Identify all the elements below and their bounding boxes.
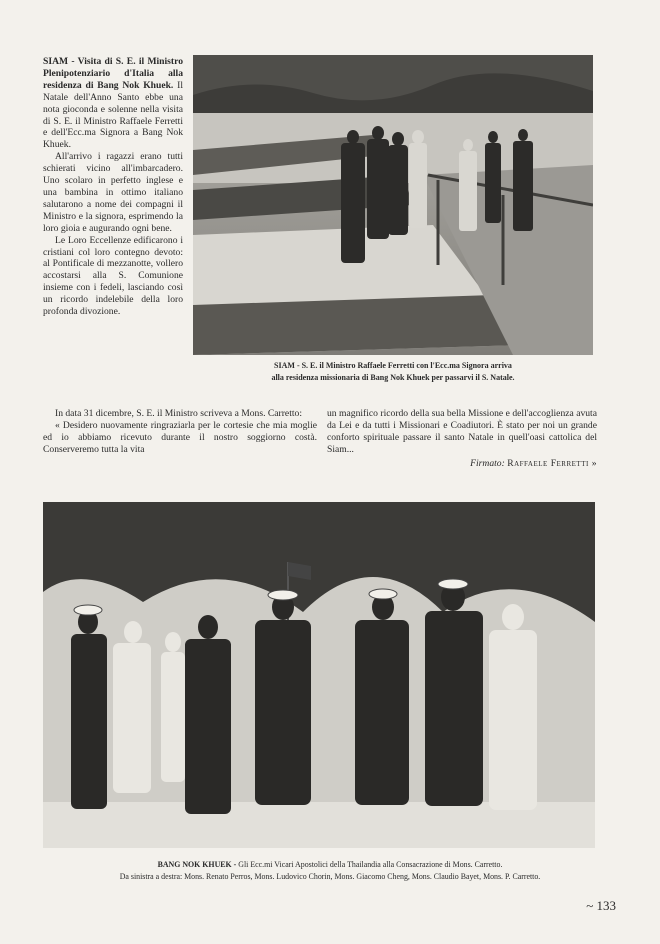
- article-para-2: All'arrivo i ragazzi erano tutti schierati vicino all'imbarcadero. Uno scolaro in perfetto inglese e una bambina in ottimo italiano salutarono a nome dei compagni il Ministro e la signora, esprimendo la loro gioia e augurando ogni bene.: [43, 151, 183, 234]
- letter-intro: In data 31 dicembre, S. E. il Ministro scriveva a Mons. Carretto:: [55, 408, 302, 419]
- letter-right-column: [327, 408, 597, 470]
- article-para-1: Il Natale dell'Anno Santo ebbe una nota gioconda e solenne nella visita di S. E. il Ministro Raffaele Ferretti e dell'Ecc.ma Signora a Bang Nok Khuek.: [43, 79, 183, 151]
- group-caption-line-2: Da sinistra a destra: Mons. Renato Perros, Mons. Ludovico Chorin, Mons. Giacomo Cheng, Mons. Claudio Bayet, Mons. P. Carretto.: [119, 871, 541, 881]
- letter-body-part-1: « Desidero nuovamente ringraziarla per le cortesie che mia moglie ed io abbiamo ricevuto durante il nostro soggiorno costà. Conserveremo tutta la vita: [43, 419, 317, 455]
- article-lead: SIAM - Visita di S. E. il Ministro Plenipotenziario d'Italia alla residenza di Bang Nok Khuek.: [43, 56, 183, 91]
- group-caption-text: Gli Ecc.mi Vicari Apostolici della Thailandia alla Consacrazione di Mons. Carretto.: [238, 860, 503, 869]
- photo-group: [43, 502, 595, 848]
- article-para-3: Le Loro Eccellenze edificarono i cristiani col loro contegno devoto: al Pontificale di mezzanotte, vollero accostarsi alla S. Comunione insieme con i fedeli, lasciando così un ricordo indelebile della loro profonda divozione.: [43, 234, 183, 318]
- arrival-photo-illustration: [193, 55, 593, 355]
- signed-name: Raffaele Ferretti »: [507, 457, 597, 469]
- page-number: ~ 133: [586, 898, 616, 913]
- article-column: [43, 56, 183, 318]
- arrival-caption-line-1: SIAM - S. E. il Ministro Raffaele Ferretti con l'Ecc.ma Signora arriva: [274, 361, 512, 370]
- letter-body-part-2: un magnifico ricordo della sua bella Missione e dell'accoglienza avuta da Lei e da tutti i Missionari e Coadiutori. È stato per noi un grande conforto spirituale passare il santo Natale in quell'oasi cattolica del Siam...: [327, 408, 597, 455]
- letter-left-column: [43, 408, 317, 456]
- group-caption-lead: BANG NOK KHUEK -: [157, 860, 237, 869]
- photo-arrival-caption: [193, 360, 593, 384]
- arrival-caption-line-2: alla residenza missionaria di Bang Nok Khuek per passarvi il S. Natale.: [271, 373, 515, 382]
- group-caption-line-1: [30, 859, 630, 871]
- photo-group-caption: [30, 859, 630, 882]
- letter-signature: [327, 458, 597, 470]
- photo-arrival: [193, 55, 593, 355]
- group-photo-illustration: [43, 502, 595, 848]
- article-lead-paragraph: [43, 56, 183, 151]
- signed-label: Firmato:: [470, 457, 505, 469]
